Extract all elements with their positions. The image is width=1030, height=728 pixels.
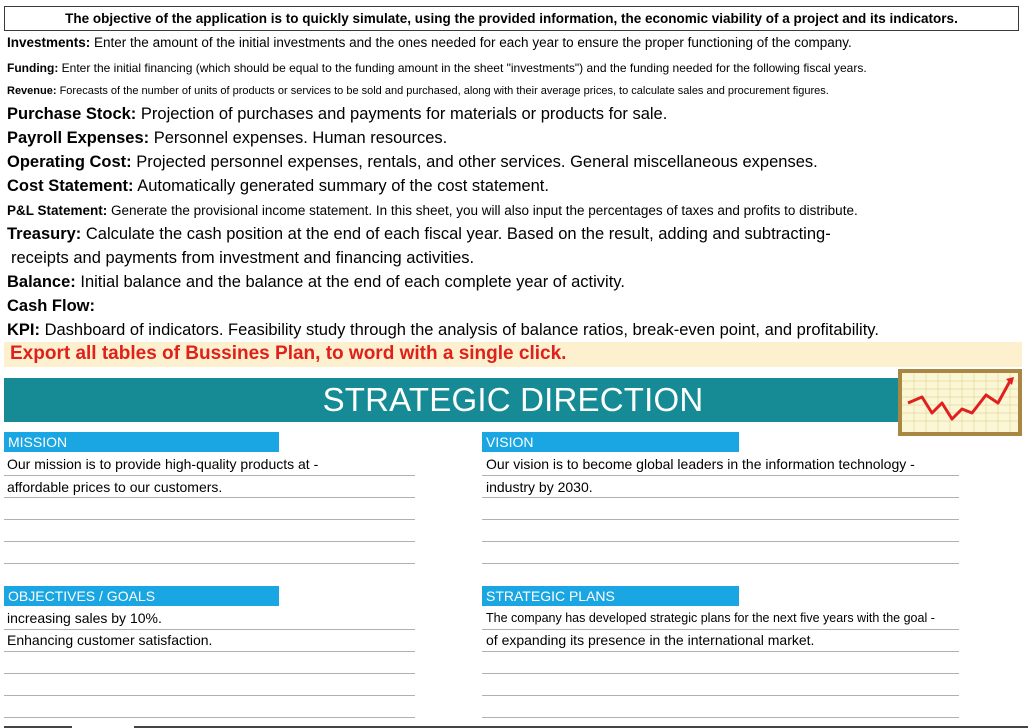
vision-rule [482, 497, 959, 498]
strategic-direction-header [4, 378, 1022, 422]
plans-rule [482, 651, 959, 652]
objectives-rule [4, 717, 415, 718]
vision-line-2[interactable]: industry by 2030. [486, 479, 593, 495]
desc-treasury-cont: receipts and payments from investment and financing activities. [11, 249, 475, 267]
desc-balance: Balance: Initial balance and the balance at the end of each complete year of activity. [7, 273, 625, 291]
desc-cost-statement: Cost Statement: Automatically generated summary of the cost statement. [7, 177, 549, 195]
objectives-rule [4, 651, 415, 652]
desc-investments: Investments: Enter the amount of the initial investments and the ones needed for each year to ensure the proper functioning of the company. [7, 35, 852, 50]
desc-pl-statement: P&L Statement: Generate the provisional income statement. In this sheet, you will also input the percentages of taxes and profits to distribute. [7, 203, 858, 218]
vision-line-1[interactable]: Our vision is to become global leaders in the information technology - [486, 456, 915, 472]
section-objectives-title: OBJECTIVES / GOALS [4, 586, 279, 606]
desc-funding: Funding: Enter the initial financing (which should be equal to the funding amount in the sheet "investments") and the funding needed for the following fiscal years. [7, 61, 867, 75]
desc-purchase-stock: Purchase Stock: Projection of purchases and payments for materials or products for sale. [7, 105, 668, 123]
mission-line-1[interactable]: Our mission is to provide high-quality products at - [7, 456, 319, 472]
section-strategic-plans-title: STRATEGIC PLANS [482, 586, 739, 606]
plans-rule [482, 673, 959, 674]
growth-chart-icon [898, 369, 1022, 436]
strategic-direction-title: STRATEGIC DIRECTION [322, 381, 704, 418]
vision-rule [482, 563, 959, 564]
desc-cash-flow: Cash Flow: [7, 297, 96, 315]
plans-line-1[interactable]: The company has developed strategic plans for the next five years with the goal - [486, 611, 935, 625]
mission-rule [4, 475, 415, 476]
desc-treasury: Treasury: Calculate the cash position at the end of each fiscal year. Based on the result, adding and subtracting- [7, 225, 831, 243]
desc-operating-cost: Operating Cost: Projected personnel expenses, rentals, and other services. General miscellaneous expenses. [7, 153, 818, 171]
plans-rule [482, 717, 959, 718]
desc-revenue: Revenue: Forecasts of the number of units of products or services to be sold and purchased, along with their average prices, to calculate sales and procurement figures. [7, 85, 829, 97]
mission-line-2[interactable]: affordable prices to our customers. [7, 479, 223, 495]
vision-rule [482, 475, 959, 476]
desc-payroll-expenses: Payroll Expenses: Personnel expenses. Human resources. [7, 129, 448, 147]
plans-line-2[interactable]: of expanding its presence in the international market. [486, 632, 815, 648]
objectives-line-1[interactable]: increasing sales by 10%. [7, 610, 162, 626]
app-objective-banner: The objective of the application is to quickly simulate, using the provided information, the economic viability of a project and its indicators. [4, 6, 1019, 31]
section-vision-title: VISION [482, 432, 739, 452]
objectives-rule [4, 695, 415, 696]
export-to-word-link[interactable]: Export all tables of Bussines Plan, to word with a single click. [10, 343, 567, 364]
section-mission-title: MISSION [4, 432, 279, 452]
export-row [4, 342, 1022, 367]
objectives-line-2[interactable]: Enhancing customer satisfaction. [7, 632, 213, 648]
objectives-rule [4, 629, 415, 630]
mission-rule [4, 541, 415, 542]
plans-rule [482, 695, 959, 696]
vision-rule [482, 541, 959, 542]
mission-rule [4, 519, 415, 520]
objectives-rule [4, 673, 415, 674]
growth-chart-graphic [902, 373, 1018, 432]
mission-rule [4, 563, 415, 564]
plans-rule [482, 629, 959, 630]
vision-rule [482, 519, 959, 520]
desc-kpi: KPI: Dashboard of indicators. Feasibility study through the analysis of balance ratios, break-even point, and profitability. [7, 321, 879, 339]
mission-rule [4, 497, 415, 498]
